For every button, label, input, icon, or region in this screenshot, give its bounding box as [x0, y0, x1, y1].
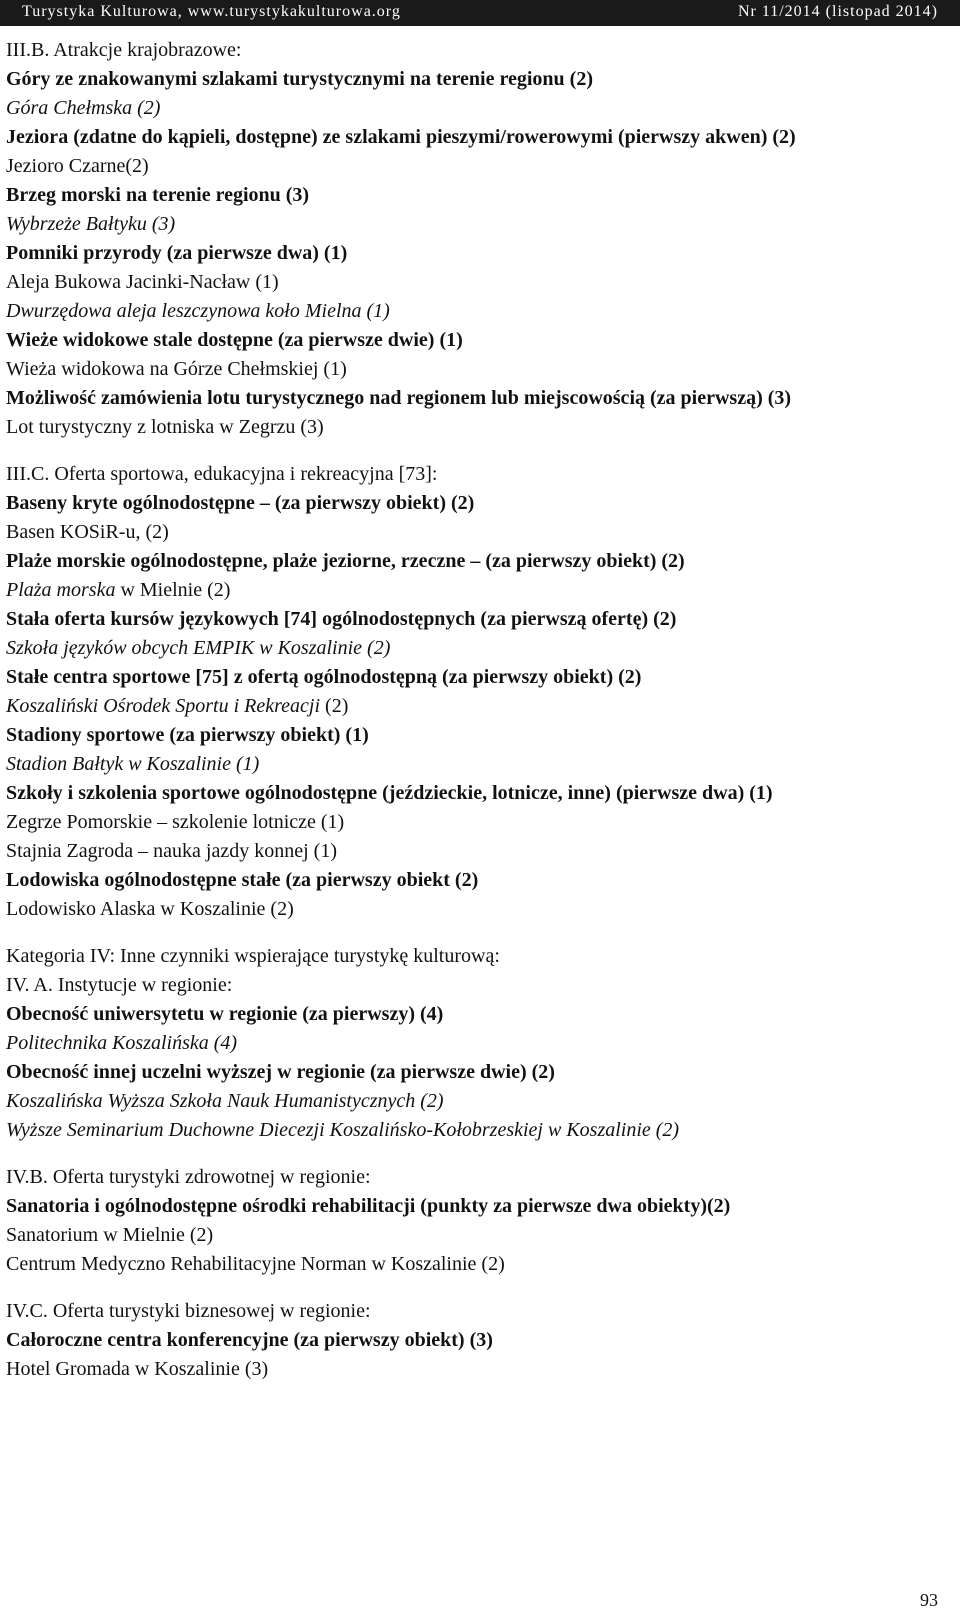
- running-header: [0, 0, 960, 26]
- paragraph-gap: [6, 1279, 951, 1297]
- text-line: Lodowisko Alaska w Koszalinie (2): [6, 898, 294, 920]
- text-line: Aleja Bukowa Jacinki-Nacław (1): [6, 271, 279, 293]
- criterion-heading: Góry ze znakowanymi szlakami turystycznymi na terenie regionu (2): [6, 68, 593, 90]
- text-line: IV. A. Instytucje w regionie:: [6, 974, 233, 996]
- plain-segment: w Mielnie (2): [115, 579, 231, 601]
- criterion-heading: Szkoły i szkolenia sportowe ogólnodostępne (jeździeckie, lotnicze, inne) (pierwsze dwa) (1): [6, 782, 773, 804]
- text-line: [6, 692, 951, 721]
- criterion-heading: Możliwość zamówienia lotu turystycznego nad regionem lub miejscowością (za pierwszą) (3): [6, 387, 792, 409]
- text-line: Hotel Gromada w Koszalinie (3): [6, 1358, 269, 1380]
- criterion-heading: Obecność uniwersytetu w regionie (za pierwszy) (4): [6, 1003, 444, 1025]
- text-line: Wyższe Seminarium Duchowne Diecezji Koszalińsko-Kołobrzeskiej w Koszalinie (2): [6, 1119, 680, 1141]
- criterion-heading: Lodowiska ogólnodostępne stałe (za pierwszy obiekt (2): [6, 869, 479, 891]
- text-line: III.C. Oferta sportowa, edukacyjna i rekreacyjna [73]:: [6, 463, 438, 485]
- text-line: Szkoła języków obcych EMPIK w Koszalinie (2): [6, 637, 391, 659]
- italic-segment: Plaża morska: [6, 579, 116, 601]
- text-line: Wieża widokowa na Górze Chełmskiej (1): [6, 358, 347, 380]
- text-line: Zegrze Pomorskie – szkolenie lotnicze (1): [6, 811, 345, 833]
- text-line: Stajnia Zagroda – nauka jazdy konnej (1): [6, 840, 337, 862]
- paragraph-gap: [6, 442, 951, 460]
- criterion-heading: Wieże widokowe stale dostępne (za pierwsze dwie) (1): [6, 329, 463, 351]
- text-line: III.B. Atrakcje krajobrazowe:: [6, 39, 242, 61]
- criterion-heading: Stałe centra sportowe [75] z ofertą ogólnodostępną (za pierwszy obiekt) (2): [6, 666, 642, 688]
- criterion-heading: Pomniki przyrody (za pierwsze dwa) (1): [6, 242, 348, 264]
- criterion-heading: Sanatoria i ogólnodostępne ośrodki rehabilitacji (punkty za pierwsze dwa obiekty)(2): [6, 1195, 731, 1217]
- text-line: Lot turystyczny z lotniska w Zegrzu (3): [6, 416, 324, 438]
- paragraph-gap: [6, 924, 951, 942]
- issue-number: Nr 11/2014 (listopad 2014): [737, 3, 938, 20]
- paragraph-gap: [6, 1145, 951, 1163]
- criterion-heading: Baseny kryte ogólnodostępne – (za pierwszy obiekt) (2): [6, 492, 475, 514]
- criterion-heading: Całoroczne centra konferencyjne (za pierwszy obiekt) (3): [6, 1329, 493, 1351]
- text-line: Dwurzędowa aleja leszczynowa koło Mielna (1): [6, 300, 390, 322]
- criterion-heading: Jeziora (zdatne do kąpieli, dostępne) ze szlakami pieszymi/rowerowymi (pierwszy akwen) (2): [6, 126, 796, 148]
- document-body: [6, 36, 951, 1384]
- text-line: Sanatorium w Mielnie (2): [6, 1224, 214, 1246]
- text-line: [6, 576, 951, 605]
- text-line: Stadion Bałtyk w Koszalinie (1): [6, 753, 260, 775]
- text-line: Jezioro Czarne(2): [6, 155, 149, 177]
- criterion-heading: Brzeg morski na terenie regionu (3): [6, 184, 310, 206]
- criterion-heading: Stadiony sportowe (za pierwszy obiekt) (1): [6, 724, 369, 746]
- criterion-heading: Stała oferta kursów językowych [74] ogólnodostępnych (za pierwszą ofertę) (2): [6, 608, 677, 630]
- plain-segment: (2): [320, 695, 349, 717]
- text-line: Koszalińska Wyższa Szkoła Nauk Humanistycznych (2): [6, 1090, 444, 1112]
- text-line: Centrum Medyczno Rehabilitacyjne Norman w Koszalinie (2): [6, 1253, 505, 1275]
- text-line: Wybrzeże Bałtyku (3): [6, 213, 176, 235]
- text-line: Góra Chełmska (2): [6, 97, 161, 119]
- text-line: Politechnika Koszalińska (4): [6, 1032, 238, 1054]
- page-number: 93: [920, 1590, 938, 1610]
- criterion-heading: Obecność innej uczelni wyższej w regionie (za pierwsze dwie) (2): [6, 1061, 555, 1083]
- text-line: Kategoria IV: Inne czynniki wspierające turystykę kulturową:: [6, 945, 500, 967]
- text-line: IV.C. Oferta turystyki biznesowej w regionie:: [6, 1300, 371, 1322]
- text-line: Basen KOSiR-u, (2): [6, 521, 169, 543]
- journal-title: Turystyka Kulturowa, www.turystykakulturowa.org: [22, 3, 401, 20]
- criterion-heading: Plaże morskie ogólnodostępne, plaże jeziorne, rzeczne – (za pierwszy obiekt) (2): [6, 550, 685, 572]
- text-line: IV.B. Oferta turystyki zdrowotnej w regionie:: [6, 1166, 371, 1188]
- italic-segment: Koszaliński Ośrodek Sportu i Rekreacji: [6, 695, 321, 717]
